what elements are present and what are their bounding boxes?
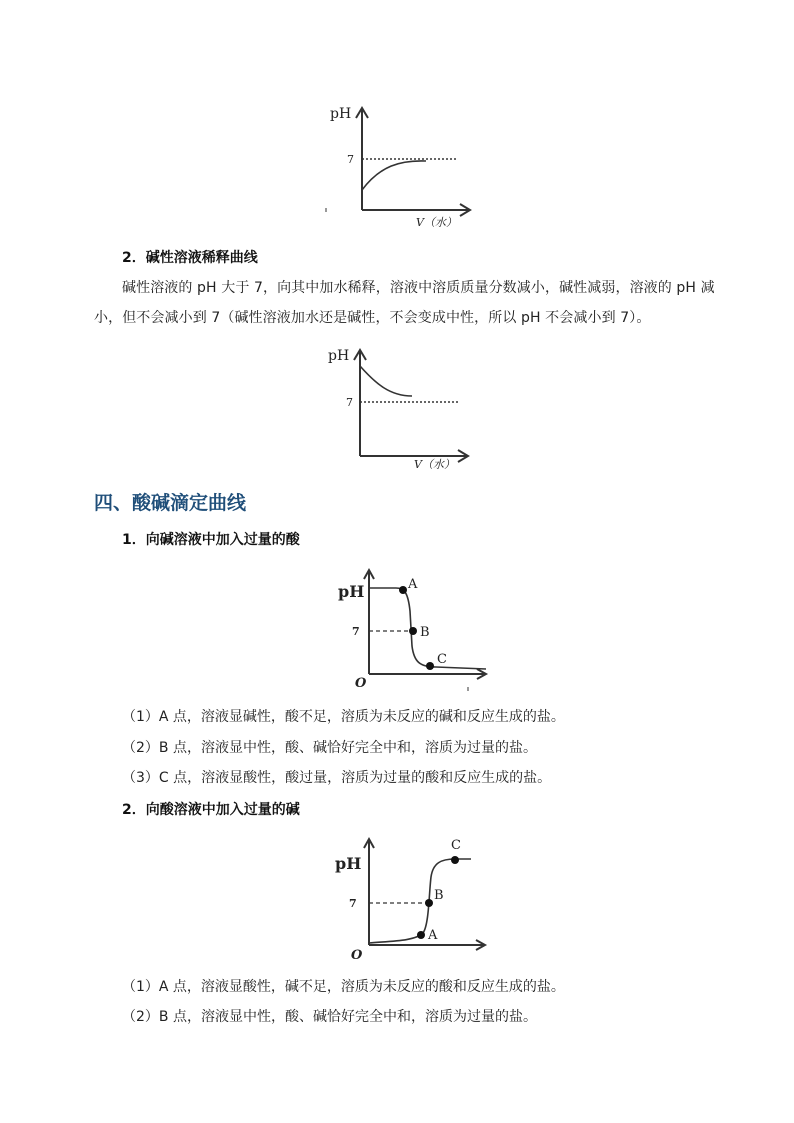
list-item: （3）C 点，溶液显酸性，酸过量，溶质为过量的酸和反应生成的盐。	[122, 770, 552, 786]
point-c	[451, 856, 459, 864]
origin-label: O	[355, 676, 367, 691]
y-axis-label: pH	[328, 348, 350, 364]
ph-curve	[362, 161, 426, 190]
point-a	[417, 931, 425, 939]
ph7-label: 7	[352, 625, 360, 638]
point-a-label: A	[408, 577, 418, 592]
paragraph-line-2: 小，但不会减小到 7（碱性溶液加水还是碱性，不会变成中性，所以 pH 不会减小到 7）。	[94, 310, 651, 326]
titration-curve	[369, 859, 471, 943]
ph-curve	[360, 366, 412, 396]
point-b	[425, 899, 433, 907]
point-c	[426, 662, 434, 670]
x-axis-label: V（水）	[414, 458, 455, 471]
point-a-label: A	[428, 928, 438, 943]
y-axis-label: pH	[335, 854, 362, 873]
list-item: （1）A 点，溶液显酸性，碱不足，溶质为未反应的酸和反应生成的盐。	[122, 979, 565, 995]
figure-acid-into-base	[336, 566, 496, 692]
point-c-label: C	[437, 652, 447, 667]
figure-base-into-acid	[333, 833, 493, 963]
subtitle-base-dilution: 2．碱性溶液稀释曲线	[122, 250, 258, 266]
point-b-label: B	[420, 625, 430, 640]
ph7-label: 7	[347, 153, 354, 166]
x-axis-label: V（水）	[416, 216, 457, 229]
y-axis-label: pH	[330, 106, 352, 122]
subtitle-base-into-acid: 2．向酸溶液中加入过量的碱	[122, 802, 300, 818]
section-heading: 四、酸碱滴定曲线	[94, 492, 247, 514]
point-b	[409, 627, 417, 635]
list-item: （1）A 点，溶液显碱性，酸不足，溶质为未反应的碱和反应生成的盐。	[122, 709, 565, 725]
point-b-label: B	[434, 888, 444, 903]
ph7-label: 7	[349, 897, 357, 910]
y-axis-label: pH	[338, 582, 365, 601]
figure-acid-dilution	[320, 100, 480, 230]
subtitle-acid-into-base: 1．向碱溶液中加入过量的酸	[122, 532, 300, 548]
paragraph-line-1: 碱性溶液的 pH 大于 7，向其中加水稀释，溶液中溶质质量分数减小，碱性减弱，溶液的 pH 减	[122, 280, 715, 296]
list-item: （2）B 点，溶液显中性，酸、碱恰好完全中和，溶质为过量的盐。	[122, 1009, 537, 1025]
figure-base-dilution	[320, 340, 480, 472]
ph7-label: 7	[346, 396, 353, 409]
point-a	[399, 586, 407, 594]
origin-label: O	[351, 948, 363, 963]
list-item: （2）B 点，溶液显中性，酸、碱恰好完全中和，溶质为过量的盐。	[122, 740, 537, 756]
point-c-label: C	[451, 838, 461, 853]
